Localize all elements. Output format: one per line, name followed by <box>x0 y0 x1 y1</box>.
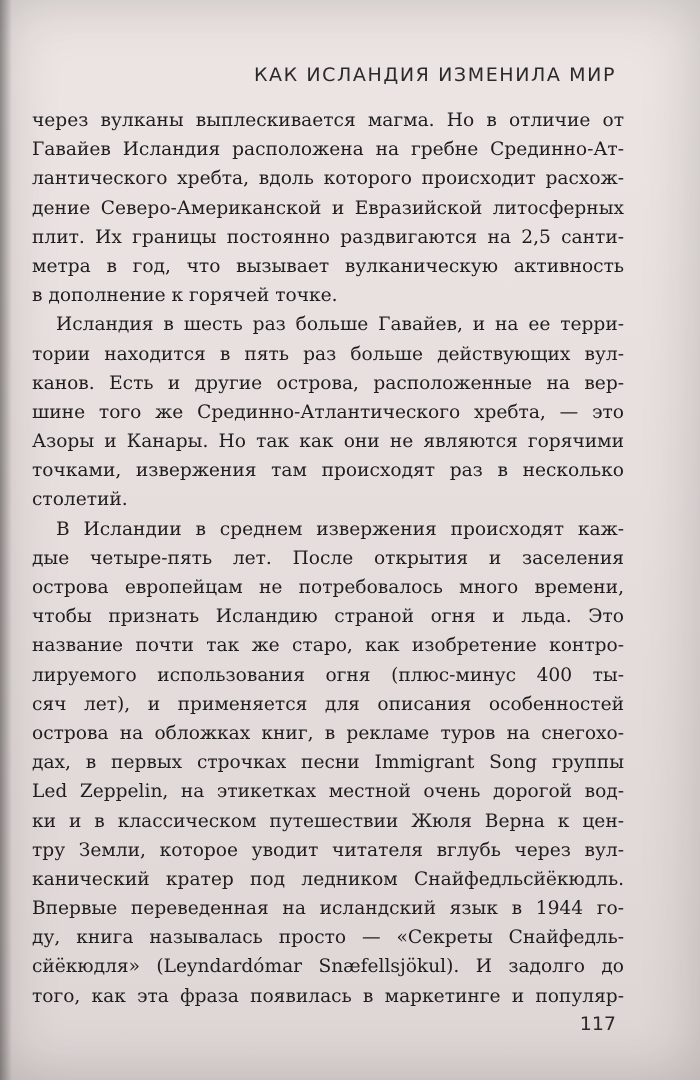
text-line: ки и в классическом путешествии Жюля Верна к цен- <box>32 810 624 832</box>
text-line: лируемого использования огня (плюс-минус 400 ты- <box>32 664 624 686</box>
text-line: острова европейцам не потребовалось много времени, <box>32 577 624 598</box>
text-line: сйёкюдля» (Leyndardómar Snæfellsjökul). И задолго до <box>32 956 624 978</box>
text-line: канов. Есть и другие острова, расположенные на вер- <box>32 372 624 394</box>
text-line: Led Zeppelin, на этикетках местной очень дорогой вод- <box>32 781 624 803</box>
text-line: ду, книга называлась просто — «Секреты Снайфедль- <box>32 927 624 949</box>
text-line: сяч лет), и применяется для описания особенностей <box>32 693 624 715</box>
text-line: тру Земли, которое уводит читателя вглубь через вул- <box>32 839 624 861</box>
text-line: тории находится в пять раз больше действующих вул- <box>32 343 624 365</box>
text-line: через вулканы выплескивается магма. Но в отличие от <box>32 110 624 131</box>
text-line: Азоры и Канары. Но так как они не являются горячими <box>32 431 624 453</box>
text-line: того, как эта фраза появилась в маркетинге и популяр- <box>32 985 624 1007</box>
body-text <box>32 106 624 1011</box>
text-line: шине того же Срединно-Атлантического хребта, — это <box>32 401 624 423</box>
text-line: лантического хребта, вдоль которого происходит расхож- <box>32 168 624 190</box>
text-line: дах, в первых строчках песни Immigrant Song группы <box>32 752 624 774</box>
text-line: дение Северо-Американской и Евразийской литосферных <box>32 197 624 219</box>
running-head: КАК ИСЛАНДИЯ ИЗМЕНИЛА МИР <box>253 64 616 86</box>
text-line: Исландия в шесть раз больше Гавайев, и на ее терри- <box>56 314 624 336</box>
text-line: Впервые переведенная на исландский язык в 1944 го- <box>32 898 624 920</box>
page-number: 117 <box>579 1013 616 1035</box>
paragraph-1 <box>32 106 624 310</box>
text-line: В Исландии в среднем извержения происходят каж- <box>56 518 624 540</box>
text-line: дые четыре-пять лет. После открытия и заселения <box>32 547 624 569</box>
paragraph-3 <box>32 515 624 1011</box>
text-line: плит. Их границы постоянно раздвигаются на 2,5 санти- <box>32 226 624 248</box>
text-line: в дополнение к горячей точке. <box>32 285 338 307</box>
text-line: точками, извержения там происходят раз в несколько <box>32 460 624 482</box>
text-line: название почти так же старо, как изобретение контро- <box>32 635 624 657</box>
text-line: столетий. <box>32 489 128 511</box>
text-line: острова на обложках книг, в рекламе туров на снегохо- <box>32 722 624 744</box>
text-line: Гавайев Исландия расположена на гребне Срединно-Ат- <box>32 139 624 161</box>
paragraph-2 <box>32 310 624 514</box>
text-line: метра в год, что вызывает вулканическую активность <box>32 255 624 277</box>
text-line: чтобы признать Исландию страной огня и льда. Это <box>32 606 624 628</box>
text-line: канический кратер под ледником Снайфедльсйёкюдль. <box>32 868 624 890</box>
